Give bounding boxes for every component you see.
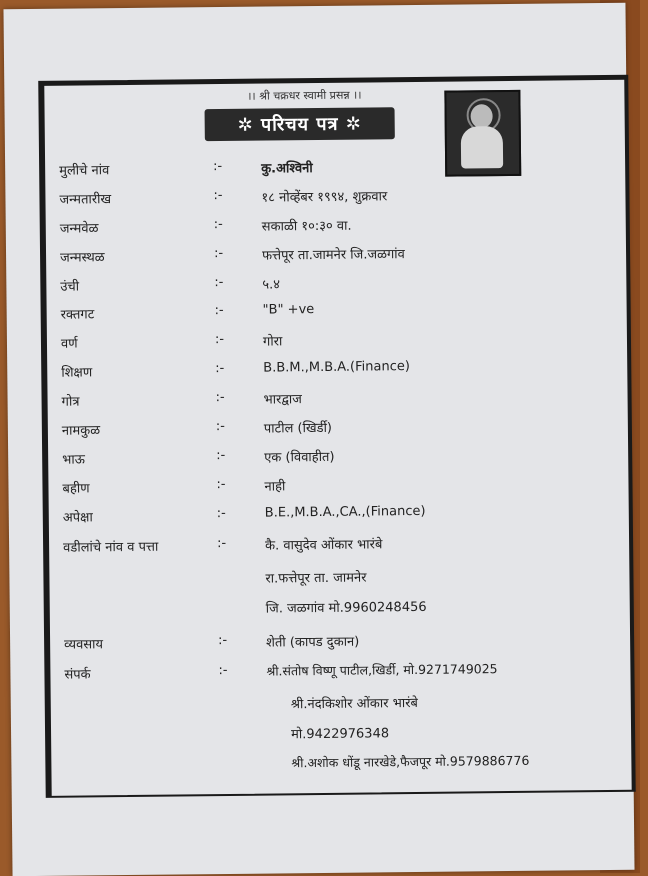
field-label: शिक्षण — [61, 365, 93, 381]
deity-photo — [444, 90, 521, 177]
field-value: फत्तेपूर ता.जामनेर जि.जळगांव — [261, 247, 405, 264]
field-separator: :- — [215, 389, 225, 406]
field-value: ५.४ — [262, 277, 281, 293]
biodata-sheet — [3, 3, 634, 876]
field-value: भारद्वाज — [263, 392, 302, 408]
field-separator: :- — [215, 360, 225, 377]
field-label: उंची — [60, 279, 80, 295]
field-value: B.E.,M.B.A.,CA.,(Finance) — [264, 503, 426, 521]
field-value: "B" +ve — [262, 302, 315, 318]
field-separator: :- — [216, 476, 226, 493]
field-label: भाऊ — [62, 452, 85, 468]
field-label: संपर्क — [64, 667, 91, 683]
field-label: मुलीचे नांव — [59, 163, 110, 179]
page-border — [38, 75, 635, 798]
address-line: जि. जळगांव मो.9960248456 — [265, 599, 427, 617]
field-value: पाटील (खिर्डी) — [263, 420, 333, 437]
field-value: शेती (कापड दुकान) — [266, 634, 360, 651]
field-label: व्यवसाय — [64, 637, 104, 653]
field-value: १८ नोव्हेंबर १९९४, शुक्रवार — [261, 189, 388, 206]
contact-line: श्री.अशोक धोंडू नारखेडे,फैजपूर मो.9579886776 — [291, 752, 530, 771]
field-separator: :- — [214, 302, 224, 319]
field-value: नाही — [264, 479, 286, 495]
field-label: वडीलांचे नांव व पत्ता — [63, 539, 159, 556]
field-separator: :- — [218, 632, 228, 649]
field-value: गोरा — [262, 334, 283, 350]
field-separator: :- — [214, 331, 225, 348]
field-value: एक (विवाहीत) — [264, 449, 335, 466]
field-label: रक्तगट — [60, 307, 95, 323]
field-separator: :- — [217, 535, 227, 552]
field-value: सकाळी १०:३० वा. — [261, 218, 352, 235]
field-label: जन्मस्थळ — [60, 250, 105, 266]
contact-line: मो.9422976348 — [291, 726, 390, 743]
field-label: जन्मवेळ — [59, 221, 99, 237]
field-label: वर्ण — [60, 336, 78, 352]
field-label: बहीण — [62, 481, 90, 497]
page-title: ✲ परिचय पत्र ✲ — [205, 107, 395, 141]
field-label: गोत्र — [61, 394, 80, 410]
field-separator: :- — [216, 447, 226, 464]
field-separator: :- — [215, 418, 226, 435]
field-label: नामकुळ — [61, 423, 101, 439]
field-value: कै. वासुदेव ओंकार भारंबे — [265, 537, 383, 554]
field-label: जन्मतारीख — [59, 192, 112, 208]
contact-line: श्री.नंदकिशोर ओंकार भारंबे — [290, 695, 419, 713]
field-separator: :- — [216, 505, 226, 522]
address-line: रा.फत्तेपूर ता. जामनेर — [265, 570, 367, 587]
field-separator: :- — [213, 216, 223, 233]
contact-line: श्री.संतोष विष्णू पाटील,खिर्डी, मो.9271749025 — [266, 661, 498, 679]
field-value: B.B.M.,M.B.A.(Finance) — [263, 359, 410, 376]
field-separator: :- — [218, 662, 228, 679]
field-separator: :- — [213, 158, 223, 175]
field-separator: :- — [214, 274, 224, 291]
field-value: कु.अश्विनी — [261, 161, 313, 177]
field-separator: :- — [213, 187, 223, 204]
blessing-line: ।। श्री चक्रधर स्वामी प्रसन्न ।। — [247, 88, 362, 103]
field-label: अपेक्षा — [62, 510, 93, 526]
field-separator: :- — [213, 245, 224, 262]
